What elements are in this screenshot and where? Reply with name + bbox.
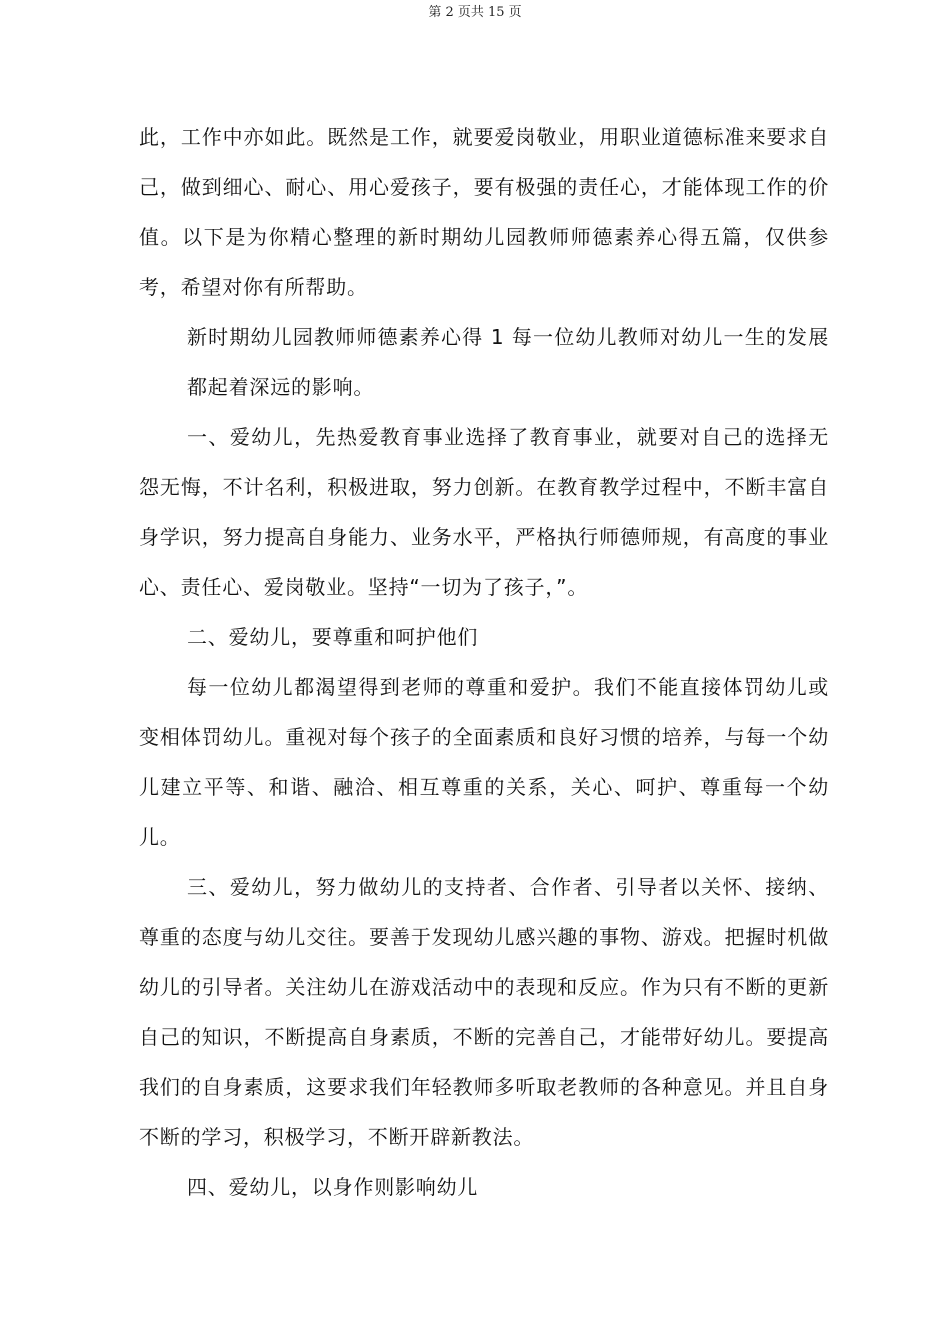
paragraph-intro-continuation: 此，工作中亦如此。既然是工作，就要爱岗敬业，用职业道德标准来要求自己，做到细心、耐心、用心爱孩子，要有极强的责任心，才能体现工作的价值。以下是为你精心整理的新时期幼儿园教师师德素养心得五篇，仅供参考，希望对你有所帮助。	[139, 125, 829, 299]
paragraph-point-1: 一、爱幼儿，先热爱教育事业选择了教育事业，就要对自己的选择无怨无悔，不计名利，积极进取，努力创新。在教育教学过程中，不断丰富自身学识，努力提高自身能力、业务水平，严格执行师德师规，有高度的事业心、责任心、爱岗敬业。坚持“一切为了孩子，”。	[139, 425, 829, 599]
page-indicator: 第 2 页共 15 页	[428, 5, 522, 20]
paragraph-point-3: 三、爱幼儿，努力做幼儿的支持者、合作者、引导者以关怀、接纳、尊重的态度与幼儿交往。要善于发现幼儿感兴趣的事物、游戏。把握时机做幼儿的引导者。关注幼儿在游戏活动中的表现和反应。作为只有不断的更新自己的知识，不断提高自身素质，不断的完善自己，才能带好幼儿。要提高我们的自身素质，这要求我们年轻教师多听取老教师的各种意见。并且自身不断的学习，积极学习，不断开辟新教法。	[139, 875, 829, 1149]
paragraph-point-4-heading: 四、爱幼儿，以身作则影响幼儿	[187, 1175, 479, 1199]
paragraph-point-2-body: 每一位幼儿都渴望得到老师的尊重和爱护。我们不能直接体罚幼儿或变相体罚幼儿。重视对每个孩子的全面素质和良好习惯的培养，与每一个幼儿建立平等、和谐、融洽、相互尊重的关系，关心、呵护、尊重每一个幼儿。	[139, 675, 829, 849]
paragraph-point-2-heading: 二、爱幼儿，要尊重和呵护他们	[187, 625, 479, 649]
paragraph-essay-1-heading: 新时期幼儿园教师师德素养心得 1 每一位幼儿教师对幼儿一生的发展都起着深远的影响。	[187, 325, 829, 399]
document-body	[139, 112, 829, 1212]
